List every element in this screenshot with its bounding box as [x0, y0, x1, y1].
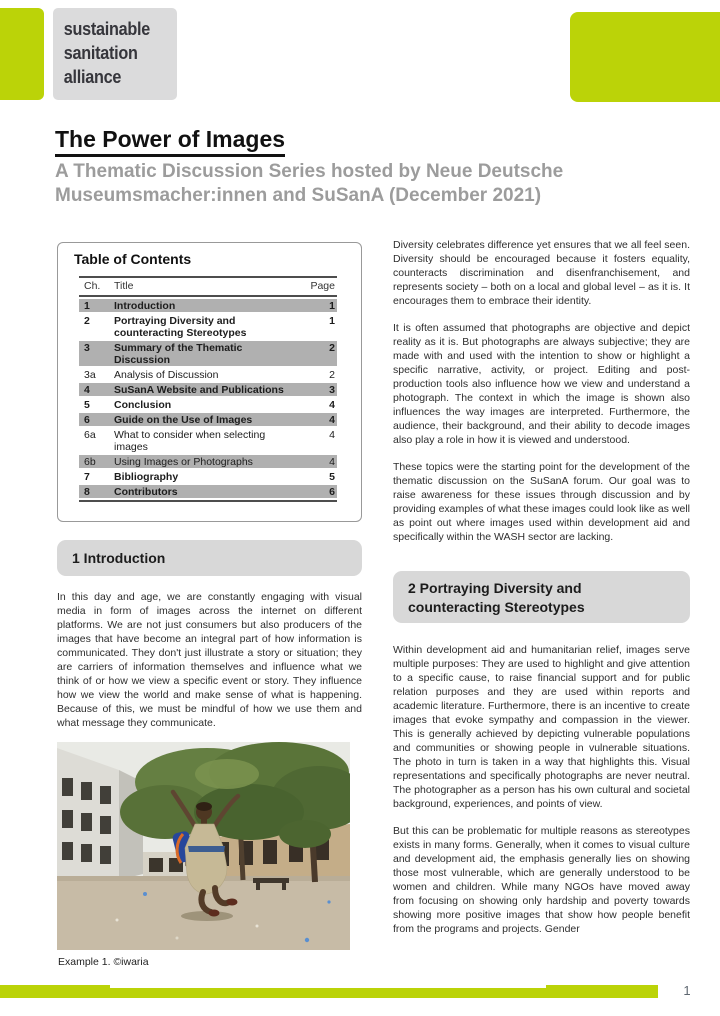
toc-row: 6a What to consider when selecting images 4 [84, 428, 335, 453]
toc-row: 8 Contributors 6 [79, 485, 337, 498]
toc-row: 4 SuSanA Website and Publications 3 [79, 383, 337, 396]
toc-row: 6b Using Images or Photographs 4 [79, 455, 337, 468]
footer-green-bar-middle [110, 988, 546, 998]
right-column-upper [393, 238, 690, 557]
table-of-contents [57, 242, 362, 522]
logo-line-2: sanitation [63, 43, 138, 63]
photo-caption: Example 1. ©iwaria [58, 956, 149, 968]
document-title: The Power of Images [55, 126, 285, 157]
toc-title: Table of Contents [74, 251, 192, 267]
toc-table [79, 276, 337, 502]
susana-logo-text [53, 8, 165, 89]
toc-row: 7 Bibliography 5 [84, 470, 335, 483]
paragraph: Diversity celebrates difference yet ensures that we all feel seen. Diversity should be encouraged because it fosters equality, counteracts discrimination and disenfranchisement, and represents society – both on a local and global level – as it is. It encourages them to embrace their identity. [393, 239, 690, 307]
shoe [209, 910, 220, 917]
logo-line-3: alliance [63, 67, 122, 87]
susana-logo [53, 8, 177, 100]
paragraph: It is often assumed that photographs are objective and depict reality as it is. But photographs are always subjective; they are made with and used with the intention to show or highlight a specific narrative, activity, or project. Editing and post-production tools also influence how we view and understand a photograph. The context in which the image is shown also influences the way images are interpreted. Furthermore, the audience, their background, and their ability to decode images also play a role in how it is viewed and understood. [393, 322, 690, 446]
toc-row: 5 Conclusion 4 [84, 398, 335, 411]
paragraph: But this can be problematic for multiple reasons as stereotypes exists in many forms. Generally, when it comes to visual culture and development aid, the emphasis generally lies on showing those most vulnerable, which are generally understood to be women and children. While many NGOs have moved away from focusing on showing only hardship and poverty towards showing more positive images that show how people benefit from the programs and projects. Gender [393, 825, 690, 935]
toc-row: 2 Portraying Diversity and counteracting Stereotypes 1 [84, 314, 335, 339]
toc-row: 3a Analysis of Discussion 2 [84, 368, 335, 381]
paragraph: Within development aid and humanitarian relief, images serve multiple purposes: They are used to highlight and give attention to a specific cause, to raise financial support and for public relation purposes and they are used within reports and academic literature. Furthermore, there is an incentive to create images that evoke sympathy and compassion in the viewer. This is generally achieved by depicting vulnerable populations and communities or showing people in vulnerable situations. The photo in turn is taken in a way that highlights this. Visual representations and specifically photographs are never neutral. The photographer as a person has his own cultural and societal background, experiences, and points of view. [393, 644, 690, 810]
logo-line-1: sustainable [63, 19, 150, 39]
toc-col-ch: Ch. [84, 280, 101, 292]
header-green-block-right [570, 12, 720, 102]
toc-col-title: Title [114, 280, 134, 292]
toc-row: 6 Guide on the Use of Images 4 [79, 413, 337, 426]
header-green-block-left [0, 8, 44, 100]
shoe [227, 899, 238, 906]
document-subtitle: A Thematic Discussion Series hosted by Neue Deutsche Museumsmacher:innen and SuSanA (December 2021) [55, 161, 564, 206]
paragraph: These topics were the starting point for the development of the thematic discussion on the SuSanA forum. Our goal was to raise awareness for these issues through discussion and by providing examples of what these images could look like as well as point out where images used within development aid and specifically within the WASH sector are lacking. [393, 461, 690, 543]
waist-sash [188, 846, 225, 852]
section2-heading: 2 Portraying Diversity and counteracting Stereotypes [393, 571, 690, 623]
toc-bottom-rule [79, 500, 337, 502]
toc-row: 1 Introduction 1 [79, 299, 337, 312]
footer-green-bar-right [546, 985, 658, 998]
toc-row: 3 Summary of the Thematic Discussion 2 [79, 341, 337, 366]
toc-col-page: Page [310, 280, 335, 292]
right-column-lower [393, 643, 690, 949]
toc-header-row [79, 276, 337, 297]
example-photo-illustration [57, 742, 350, 950]
section1-paragraph: In this day and age, we are constantly engaging with visual media in form of images across the internet on different platforms. We are not just consumers but also producers of the images that have become an integral part of how information is communicated. They don't just illustrate a story or situation; they are carriers of information themselves and influence what we think of or how we view a specific event or story. They influence how we view the world and make sense of what is happening. Because of this, we must be mindful of how we use them and what message they communicate. [57, 591, 362, 729]
page-number: 1 [683, 983, 691, 998]
section1-heading: 1 Introduction [57, 540, 362, 576]
footer-green-bar-left [0, 985, 110, 998]
